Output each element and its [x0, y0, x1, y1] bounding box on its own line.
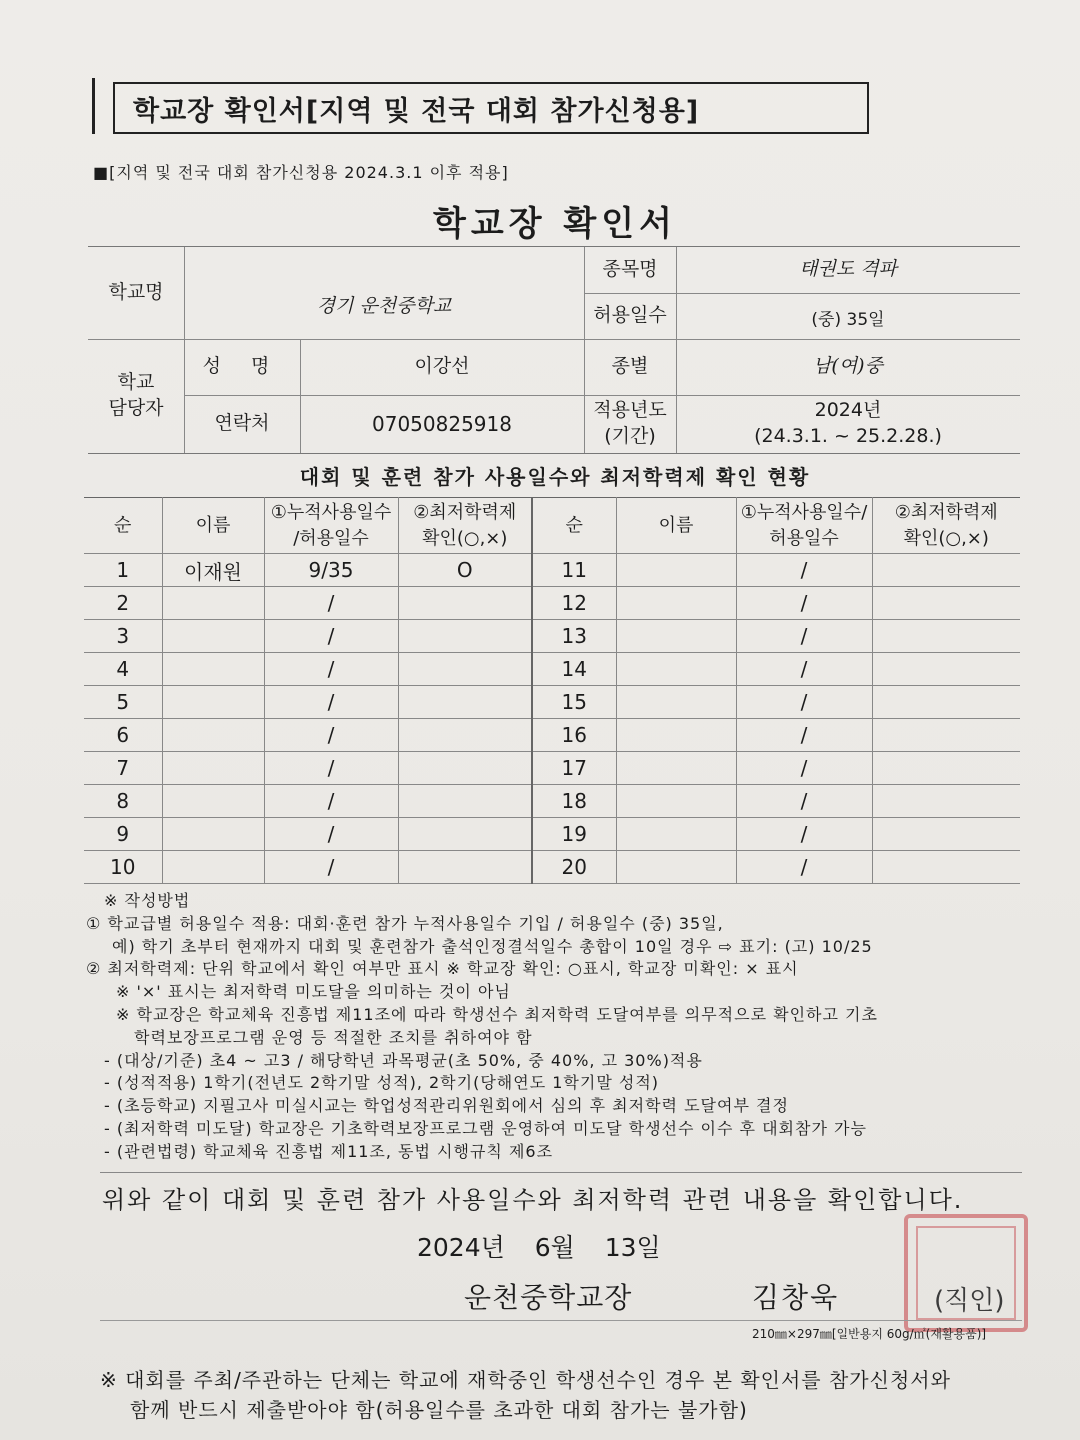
cell-name-2	[616, 653, 736, 686]
allowed-days-label: 허용일수	[593, 304, 667, 327]
header-title-box: 학교장 확인서[지역 및 전국 대회 참가신청용]	[113, 82, 869, 134]
footer-line: 함께 반드시 제출받아야 함(허용일수를 초과한 대회 참가는 불가함)	[130, 1398, 748, 1422]
table-row	[84, 752, 1020, 785]
cell-name-2	[616, 620, 736, 653]
cell-no-2: 14	[532, 653, 616, 686]
cell-no: 1	[84, 554, 162, 587]
table-row	[84, 719, 1020, 752]
header-margin-bar	[92, 78, 95, 134]
note-item: 학력보장프로그램 운영 등 적절한 조치를 취하여야 함	[134, 1027, 533, 1047]
table-row	[84, 851, 1020, 884]
cell-days-2: /	[736, 653, 872, 686]
cell-check: O	[398, 554, 532, 587]
cell-name	[162, 653, 264, 686]
date-year: 2024년	[417, 1233, 505, 1262]
cell-check	[398, 653, 532, 686]
signer-title: 운천중학교장	[464, 1281, 633, 1314]
cell-days: /	[264, 686, 398, 719]
cell-name	[162, 818, 264, 851]
cell-no-2: 16	[532, 719, 616, 752]
year-value: 2024년 (24.3.1. ~ 25.2.28.)	[754, 399, 942, 447]
cell-no: 2	[84, 587, 162, 620]
cell-name	[162, 620, 264, 653]
cell-no-2: 19	[532, 818, 616, 851]
cell-no: 7	[84, 752, 162, 785]
sport-value: 태권도 격파	[799, 258, 897, 281]
cell-days: /	[264, 587, 398, 620]
note-item: - (성적적용) 1학기(전년도 2학기말 성적), 2학기(당해연도 1학기말 성적)	[104, 1073, 660, 1093]
cell-days-2: /	[736, 554, 872, 587]
cell-no-2: 17	[532, 752, 616, 785]
cell-no: 6	[84, 719, 162, 752]
cell-no-2: 18	[532, 785, 616, 818]
table-row	[84, 587, 1020, 620]
header-check-2: ②최저학력제 확인(○,×)	[872, 498, 1020, 554]
cell-name	[162, 587, 264, 620]
allowed-days-value: (중) 35일	[811, 309, 885, 330]
note-item: ② 최저학력제: 단위 학교에서 확인 여부만 표시 ※ 학교장 확인: ○표시, 학교장 미확인: × 표시	[86, 959, 799, 979]
cell-days: 9/35	[264, 554, 398, 587]
cell-no-2: 13	[532, 620, 616, 653]
cell-days: /	[264, 719, 398, 752]
cell-check-2	[872, 620, 1020, 653]
date-day: 13일	[604, 1233, 661, 1262]
cell-check-2	[872, 554, 1020, 587]
cell-no-2: 11	[532, 554, 616, 587]
header-days-2: ①누적사용일수/ 허용일수	[736, 498, 872, 554]
cell-days-2: /	[736, 752, 872, 785]
cell-check	[398, 587, 532, 620]
cell-days: /	[264, 785, 398, 818]
table-row	[84, 818, 1020, 851]
cell-no-2: 20	[532, 851, 616, 884]
cell-days: /	[264, 620, 398, 653]
table-row	[84, 785, 1020, 818]
note-heading: ※ 작성방법	[104, 891, 191, 910]
document-title: 학교장 확인서	[433, 204, 677, 244]
signer-name: 김창욱	[752, 1281, 840, 1314]
issue-date	[417, 1228, 683, 1264]
note-item: 예) 학기 초부터 현재까지 대회 및 훈련참가 출석인정결석일수 총합이 10일 경우 ⇨ 표기: (고) 10/25	[112, 936, 873, 956]
cell-name-2	[616, 785, 736, 818]
cell-days: /	[264, 752, 398, 785]
gender-label: 종별	[611, 355, 649, 378]
contact-value: 07050825918	[372, 411, 512, 436]
cell-check-2	[872, 653, 1020, 686]
sport-label: 종목명	[602, 258, 658, 281]
cell-check-2	[872, 752, 1020, 785]
cell-name-2	[616, 752, 736, 785]
cell-name-2	[616, 587, 736, 620]
cell-check-2	[872, 587, 1020, 620]
date-month: 6월	[534, 1233, 575, 1262]
cell-check	[398, 785, 532, 818]
cell-name: 이재원	[162, 554, 264, 587]
table-header-row	[84, 498, 1020, 554]
cell-name-2	[616, 818, 736, 851]
name-label: 성 명	[202, 355, 282, 378]
cell-name-2	[616, 554, 736, 587]
header-name-2: 이름	[616, 498, 736, 554]
cell-check-2	[872, 785, 1020, 818]
cell-name-2	[616, 719, 736, 752]
cell-check	[398, 686, 532, 719]
cell-days-2: /	[736, 719, 872, 752]
gender-value: 남(여)중	[813, 355, 883, 378]
footer-notice	[100, 1365, 951, 1425]
note-item: - (초등학교) 지필고사 미실시교는 학업성적관리위원회에서 심의 후 최저학력 도달여부 결정	[104, 1096, 789, 1116]
cell-name-2	[616, 686, 736, 719]
cell-no: 10	[84, 851, 162, 884]
cell-days-2: /	[736, 818, 872, 851]
school-value: 경기 운천중학교	[316, 295, 452, 318]
footer-line: ※ 대회를 주최/주관하는 단체는 학교에 재학중인 학생선수인 경우 본 확인서를 참가신청서와	[100, 1368, 951, 1392]
info-table	[88, 246, 1020, 454]
header-no-2: 순	[532, 498, 616, 554]
cell-no: 9	[84, 818, 162, 851]
cell-check	[398, 851, 532, 884]
cell-no-2: 15	[532, 686, 616, 719]
cell-check-2	[872, 686, 1020, 719]
divider	[100, 1172, 1022, 1173]
cell-no: 8	[84, 785, 162, 818]
table-row	[84, 554, 1020, 587]
cell-days-2: /	[736, 620, 872, 653]
cell-days-2: /	[736, 851, 872, 884]
note-item: - (대상/기준) 초4 ~ 고3 / 해당학년 과목평균(초 50%, 중 40%, 고 30%)적용	[104, 1050, 703, 1070]
table-row	[84, 653, 1020, 686]
year-label: 적용년도 (기간)	[593, 399, 667, 447]
cell-check	[398, 719, 532, 752]
cell-no: 3	[84, 620, 162, 653]
cell-check-2	[872, 719, 1020, 752]
cell-check-2	[872, 818, 1020, 851]
contact-label: 연락처	[214, 412, 270, 435]
cell-check	[398, 752, 532, 785]
note-item: ※ '×' 표시는 최저학력 미도달을 의미하는 것이 아님	[116, 982, 511, 1002]
writing-instructions	[86, 890, 1026, 1164]
cell-check	[398, 818, 532, 851]
cell-no: 4	[84, 653, 162, 686]
cell-days-2: /	[736, 686, 872, 719]
divider	[100, 1320, 1022, 1321]
cell-check-2	[872, 851, 1020, 884]
cell-check	[398, 620, 532, 653]
cell-no-2: 12	[532, 587, 616, 620]
header-check: ②최저학력제 확인(○,×)	[398, 498, 532, 554]
cell-days: /	[264, 653, 398, 686]
cell-no: 5	[84, 686, 162, 719]
note-item: - (최저학력 미도달) 학교장은 기초학력보장프로그램 운영하여 미도달 학생선수 이수 후 대회참가 가능	[104, 1118, 867, 1138]
note-item: - (관련법령) 학교체육 진흥법 제11조, 동법 시행규칙 제6조	[104, 1141, 554, 1161]
cell-days: /	[264, 851, 398, 884]
paper-spec: 210㎜×297㎜[일반용지 60g/㎡(재활용품)]	[752, 1327, 987, 1341]
cell-name	[162, 752, 264, 785]
cell-days: /	[264, 818, 398, 851]
cell-name	[162, 719, 264, 752]
cell-name	[162, 686, 264, 719]
cell-days-2: /	[736, 587, 872, 620]
cell-name	[162, 851, 264, 884]
header-days: ①누적사용일수 /허용일수	[264, 498, 398, 554]
section-title: 대회 및 훈련 참가 사용일수와 최저학력제 확인 현황	[299, 465, 811, 489]
header-no: 순	[84, 498, 162, 554]
note-item: ① 학교급별 허용일수 적용: 대회·훈련 참가 누적사용일수 기입 / 허용일수 (중) 35일,	[86, 913, 724, 933]
table-row	[84, 620, 1020, 653]
note-item: ※ 학교장은 학교체육 진흥법 제11조에 따라 학생선수 최저학력 도달여부를 의무적으로 확인하고 기초	[116, 1004, 878, 1024]
applicability-note: ■[지역 및 전국 대회 참가신청용 2024.3.1 이후 적용]	[93, 163, 509, 182]
header-name: 이름	[162, 498, 264, 554]
manager-label: 학교 담당자	[108, 371, 164, 419]
name-value: 이강선	[414, 355, 470, 378]
cell-name	[162, 785, 264, 818]
school-label: 학교명	[108, 281, 164, 304]
cell-days-2: /	[736, 785, 872, 818]
table-row	[84, 686, 1020, 719]
participation-table	[84, 497, 1020, 884]
cell-name-2	[616, 851, 736, 884]
seal-label: (직인)	[934, 1286, 1005, 1316]
confirmation-statement: 위와 같이 대회 및 훈련 참가 사용일수와 최저학력 관련 내용을 확인합니다.	[102, 1186, 964, 1214]
